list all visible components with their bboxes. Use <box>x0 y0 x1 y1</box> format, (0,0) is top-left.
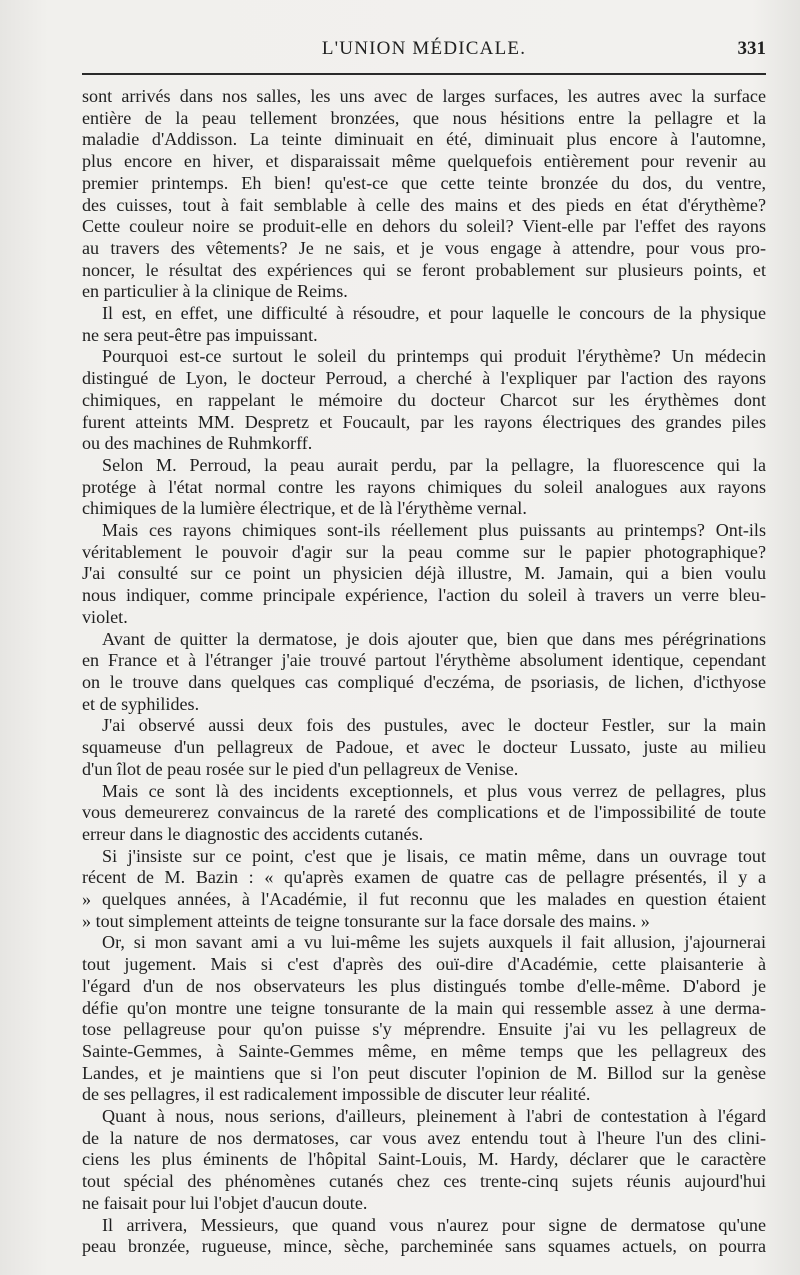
running-title: L'UNION MÉDICALE. <box>321 38 527 59</box>
text-line: véritablement le pouvoir d'agir sur la peau comme sur le papier photographique? <box>82 541 766 562</box>
page-number: 331 <box>737 38 766 59</box>
text-line: distingué de Lyon, le docteur Perroud, a cherché à l'expliquer par l'action des rayons <box>82 368 766 389</box>
text-line: chimiques de la lumière électrique, et de là l'érythème vernal. <box>82 498 527 519</box>
text-line: squameuse d'un pellagreux de Padoue, et avec le docteur Lussato, juste au milieu <box>82 737 766 758</box>
body-text <box>82 86 766 1258</box>
text-line: peau bronzée, rugueuse, mince, sèche, parcheminée sans squames actuels, on pourra <box>82 1236 766 1257</box>
text-line: on le trouve dans quelques cas compliqué d'eczéma, de psoriasis, de lichen, d'icthyose <box>82 671 766 692</box>
text-line: protége à l'état normal contre les rayons chimiques du soleil analogues aux rayons <box>82 476 766 497</box>
text-line: chimiques, en rappelant le mémoire du docteur Charcot sur les érythèmes dont <box>82 389 766 410</box>
text-line: erreur dans le diagnostic des accidents cutanés. <box>82 823 424 844</box>
header-rule <box>82 73 766 75</box>
text-line: plus encore en hiver, et disparaissait même quelquefois entièrement pour revenir au <box>82 151 766 172</box>
text-line: noncer, le résultat des expériences qui se feront probablement sur plusieurs points, et <box>82 259 766 280</box>
text-line: défie qu'on montre une teigne tonsurante de la main qui ressemble assez à une derma- <box>82 997 766 1018</box>
text-line: Or, si mon savant ami a vu lui-même les sujets auxquels il fait allusion, j'ajournerai <box>102 932 766 953</box>
text-line: premier printemps. Eh bien! qu'est-ce que cette teinte bronzée du dos, du ventre, <box>82 172 766 193</box>
page-header <box>82 34 766 64</box>
text-line: entière de la peau tellement bronzées, que nous hésitions entre la pellagre et la <box>82 107 766 128</box>
text-line: de ses pellagres, il est radicalement impossible de discuter leur réalité. <box>82 1084 591 1105</box>
text-line: Mais ces rayons chimiques sont-ils réellement plus puissants au printemps? Ont-ils <box>102 520 766 541</box>
text-line: sont arrivés dans nos salles, les uns avec de larges surfaces, les autres avec la surface <box>82 86 766 106</box>
text-line: J'ai observé aussi deux fois des pustules, avec le docteur Festler, sur la main <box>102 715 766 736</box>
text-line: Sainte-Gemmes, à Sainte-Gemmes même, en même temps que les pellagreux des <box>82 1040 766 1061</box>
text-line: récent de M. Bazin : « qu'après examen de quatre cas de pellagre présentés, il y a <box>82 867 766 888</box>
text-line: et de syphilides. <box>82 693 200 714</box>
text-line: Mais ce sont là des incidents exceptionnels, et plus vous verrez de pellagres, plus <box>102 780 766 801</box>
text-line: Quant à nous, nous serions, d'ailleurs, pleinement à l'abri de contestation à l'égard <box>102 1106 766 1127</box>
text-line: de la nature de nos dermatoses, car vous avez entendu tout à l'heure l'un des clini- <box>82 1127 766 1148</box>
text-line: tose pellagreuse pour qu'on puisse s'y méprendre. Ensuite j'ai vu les pellagreux de <box>82 1019 766 1040</box>
text-line: tout spécial des phénomènes cutanés chez ces trente-cinq sujets réunis aujourd'hui <box>82 1171 766 1192</box>
text-line: Si j'insiste sur ce point, c'est que je lisais, ce matin même, dans un ouvrage tout <box>102 845 766 866</box>
text-line: ciens les plus éminents de l'hôpital Saint-Louis, M. Hardy, déclarer que le caractère <box>82 1149 766 1170</box>
text-line: » tout simplement atteints de teigne tonsurante sur la face dorsale des mains. » <box>82 910 650 931</box>
text-line: » quelques années, à l'Académie, il fut reconnu que les malades en question étaient <box>82 889 766 910</box>
text-line: J'ai consulté sur ce point un physicien déjà illustre, M. Jamain, qui a bien voulu <box>82 563 766 584</box>
text-line: Cette couleur noire se produit-elle en dehors du soleil? Vient-elle par l'effet des rayons <box>82 216 766 237</box>
text-line: ne faisait pour lui l'objet d'aucun doute. <box>82 1192 368 1213</box>
text-line: ou des machines de Ruhmkorff. <box>82 433 313 454</box>
text-line: Pourquoi est-ce surtout le soleil du printemps qui produit l'érythème? Un médecin <box>102 346 766 367</box>
text-line: Selon M. Perroud, la peau aurait perdu, par la pellagre, la fluorescence qui la <box>102 454 766 475</box>
text-line: maladie d'Addisson. La teinte diminuait en été, diminuait plus encore à l'automne, <box>82 129 766 150</box>
text-line: Il arrivera, Messieurs, que quand vous n'aurez pour signe de dermatose qu'une <box>102 1214 766 1235</box>
text-line: ne sera peut-être pas impuissant. <box>82 324 318 345</box>
text-line: violet. <box>82 606 128 627</box>
text-line: en France et à l'étranger j'aie trouvé partout l'érythème absolument identique, cependant <box>82 650 766 671</box>
text-line: furent atteints MM. Despretz et Foucault, par les rayons électriques des grandes piles <box>82 411 766 432</box>
text-line: au travers des vêtements? Je ne sais, et je vous engage à attendre, pour vous pro- <box>82 237 766 258</box>
text-line: Il est, en effet, une difficulté à résoudre, et pour laquelle le concours de la physique <box>102 303 766 324</box>
text-line: en particulier à la clinique de Reims. <box>82 281 348 302</box>
text-line: l'égard d'un de nos observateurs les plus distingués tombe d'elle-même. D'abord je <box>82 975 766 996</box>
text-line: Landes, et je maintiens que si l'on peut discuter l'opinion de M. Billod sur la genèse <box>82 1062 766 1083</box>
text-line: vous demeurerez convaincus de la rareté des complications et de l'impossibilité de toute <box>82 802 766 823</box>
text-line: d'un îlot de peau rosée sur le pied d'un pellagreux de Venise. <box>82 758 519 779</box>
text-line: Avant de quitter la dermatose, je dois ajouter que, bien que dans mes pérégrinations <box>102 628 766 649</box>
text-line: tout jugement. Mais si c'est d'après des ouï-dire d'Académie, cette plaisanterie à <box>82 954 766 975</box>
text-line: nous indiquer, comme principale expérience, l'action du soleil à travers un verre bleu- <box>82 585 766 606</box>
text-line: des cuisses, tout à fait semblable à celle des mains et des pieds en état d'érythème? <box>82 194 766 215</box>
